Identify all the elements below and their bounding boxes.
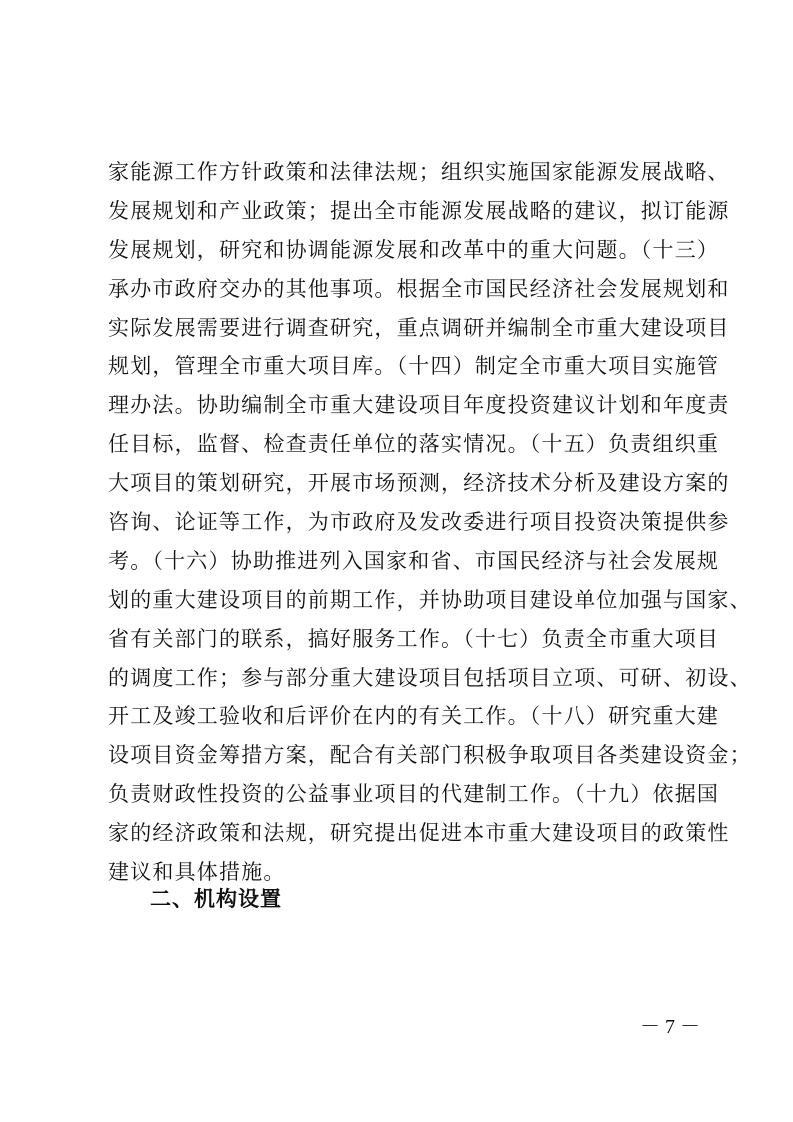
- body-line: 理办法。协助编制全市重大建设项目年度投资建议计划和年度责: [108, 393, 730, 418]
- body-line: 考。（十六）协助推进列入国家和省、市国民经济与社会发展规: [108, 548, 720, 573]
- body-line: 负责财政性投资的公益事业项目的代建制工作。（十九）依据国: [108, 782, 720, 807]
- body-line: 任目标，监督、检查责任单位的落实情况。（十五）负责组织重: [108, 432, 720, 457]
- body-line: 家能源工作方针政策和法律法规；组织实施国家能源发展战略、: [108, 160, 730, 184]
- body-line: 建议和具体措施。: [108, 860, 286, 885]
- body-text: [108, 153, 752, 892]
- body-line: 省有关部门的联系，搞好服务工作。（十七）负责全市重大项目: [108, 626, 720, 651]
- body-line: 的调度工作；参与部分重大建设项目包括项目立项、可研、初设、: [108, 665, 752, 690]
- body-line: 规划，管理全市重大项目库。（十四）制定全市重大项目实施管: [108, 354, 720, 379]
- body-line: 发展规划，研究和协调能源发展和改革中的重大问题。（十三）: [108, 237, 720, 262]
- body-line: 家的经济政策和法规，研究提出促进本市重大建设项目的政策性: [108, 821, 730, 846]
- body-line: 开工及竣工验收和后评价在内的有关工作。（十八）研究重大建: [108, 704, 720, 729]
- body-line: 划的重大建设项目的前期工作，并协助项目建设单位加强与国家、: [108, 587, 752, 612]
- body-line: 承办市政府交办的其他事项。根据全市国民经济社会发展规划和: [108, 276, 730, 301]
- page-number: － 7 －: [640, 1016, 700, 1038]
- body-line: 设项目资金筹措方案，配合有关部门积极争取项目各类建设资金；: [108, 743, 752, 768]
- body-line: 发展规划和产业政策；提出全市能源发展战略的建议，拟订能源: [108, 198, 730, 223]
- body-line: 大项目的策划研究，开展市场预测，经济技术分析及建设方案的: [108, 471, 730, 496]
- section-heading: 二、机构设置: [150, 887, 282, 911]
- body-line: 实际发展需要进行调查研究，重点调研并编制全市重大建设项目: [108, 315, 730, 340]
- body-line: 咨询、论证等工作，为市政府及发改委进行项目投资决策提供参: [108, 510, 730, 535]
